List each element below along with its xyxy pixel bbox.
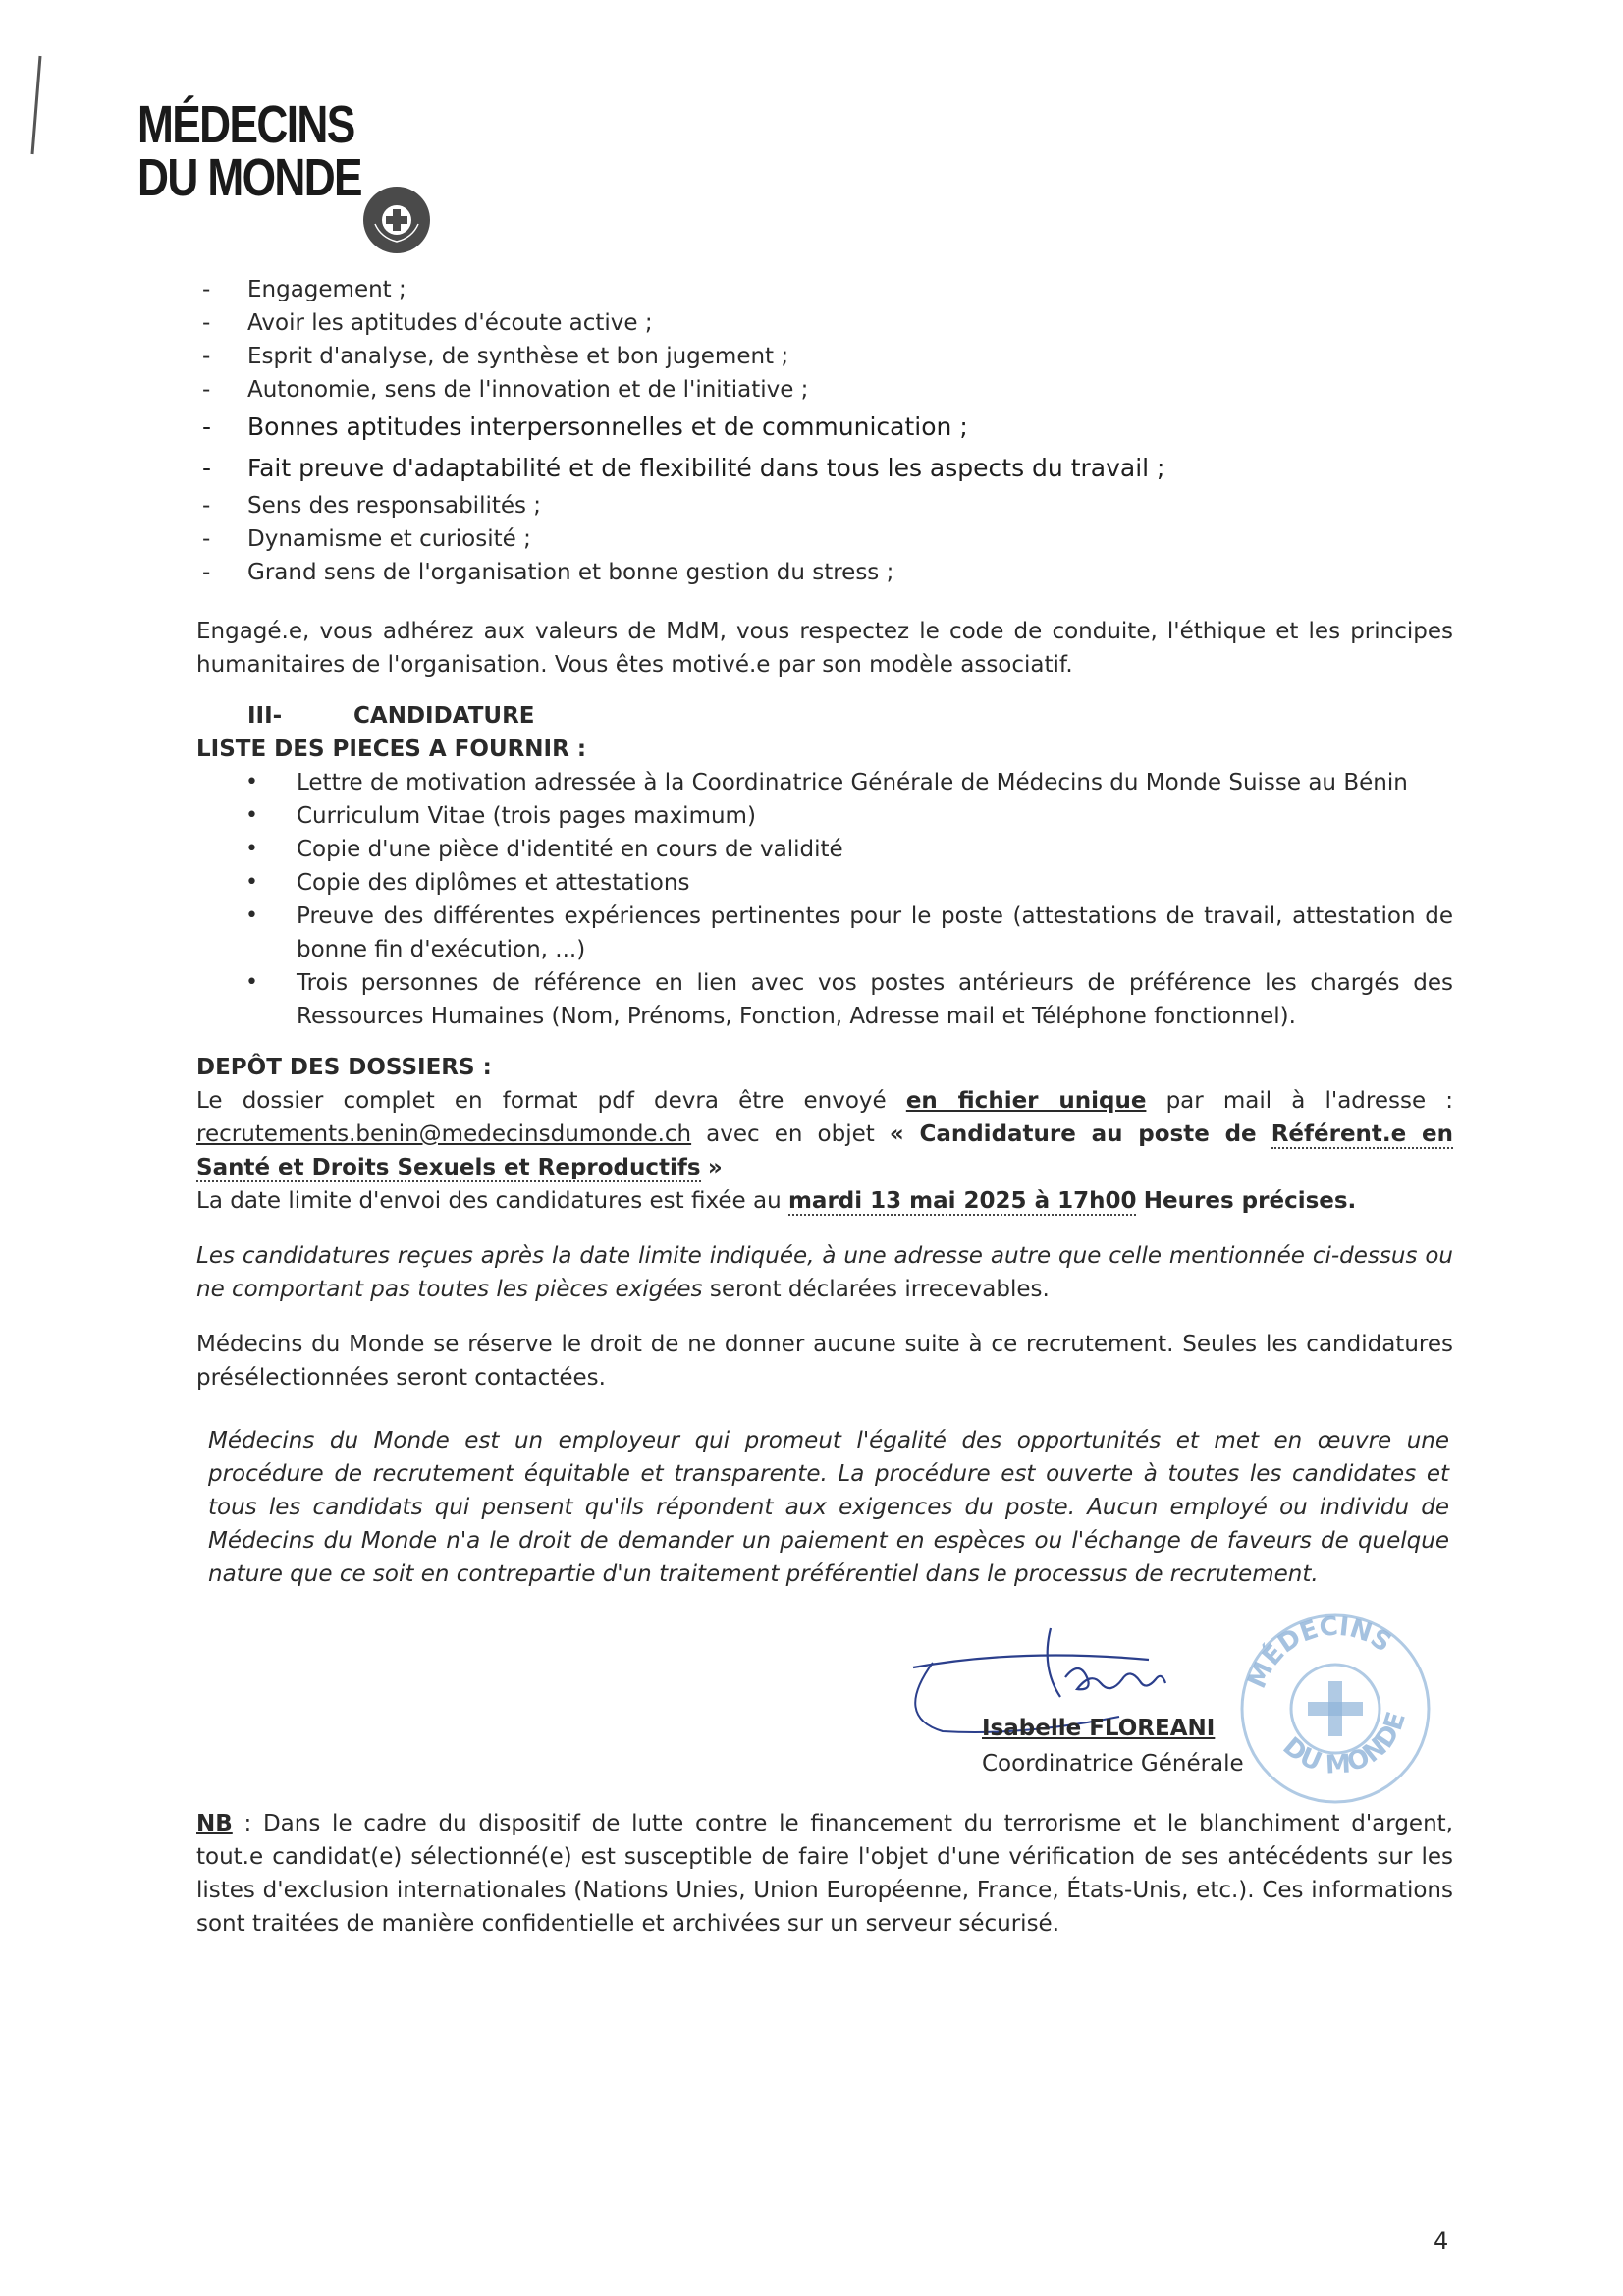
depot-heading: DEPÔT DES DOSSIERS : xyxy=(196,1055,492,1080)
list-item: - Dynamisme et curiosité ; xyxy=(196,522,1453,556)
values-paragraph: Engagé.e, vous adhérez aux valeurs de MdM, vous respectez le code de conduite, l'éthique et les principes humanitaires de l'organisation. Vous êtes motivé.e par son modèle associatif. xyxy=(196,619,1453,678)
email-link[interactable]: recrutements.benin@medecinsdumonde.ch xyxy=(196,1121,692,1147)
depot-paragraph xyxy=(196,1084,1453,1184)
nb-paragraph xyxy=(196,1807,1453,1941)
pieces-heading: LISTE DES PIECES A FOURNIR : xyxy=(196,737,587,762)
depot-text-object: avec en objet xyxy=(706,1121,875,1147)
logo-badge-icon xyxy=(361,185,432,255)
subject-suffix: » xyxy=(707,1155,723,1180)
signer-name: Isabelle FLOREANI xyxy=(982,1716,1216,1741)
svg-text:MÉDECINS xyxy=(1242,1613,1396,1693)
list-item: • Preuve des différentes expériences pertinentes pour le poste (attestations de travail, attestation de bonne fin d'exécution, ...) xyxy=(196,900,1453,966)
signature-block xyxy=(196,1601,1453,1797)
depot-emphasis: en fichier unique xyxy=(905,1088,1147,1114)
section-number: III- xyxy=(247,703,283,729)
depot-text-before: Le dossier complet en format pdf devra être envoyé xyxy=(196,1088,887,1114)
signer xyxy=(982,1711,1244,1781)
list-item: • Copie des diplômes et attestations xyxy=(196,866,1453,900)
list-item: - Grand sens de l'organisation et bonne gestion du stress ; xyxy=(196,556,1453,589)
late-notice xyxy=(196,1239,1453,1306)
list-item: • Lettre de motivation adressée à la Coordinatrice Générale de Médecins du Monde Suisse au Bénin xyxy=(196,766,1453,799)
section-heading xyxy=(196,699,1453,733)
reserve-paragraph: Médecins du Monde se réserve le droit de ne donner aucune suite à ce recrutement. Seules les candidatures présélectionnées seront contactées. xyxy=(196,1332,1453,1391)
svg-text:DU MONDE xyxy=(1277,1709,1412,1780)
pen-mark xyxy=(29,54,43,157)
list-item: - Autonomie, sens de l'innovation et de l'initiative ; xyxy=(196,373,1453,407)
list-item: • Curriculum Vitae (trois pages maximum) xyxy=(196,799,1453,833)
subject-role: Référent.e en Santé et Droits Sexuels et Reproductifs xyxy=(196,1121,1453,1180)
deadline-text-after: Heures précises. xyxy=(1143,1188,1357,1214)
deadline-paragraph xyxy=(196,1184,1453,1218)
list-item: • Copie d'une pièce d'identité en cours de validité xyxy=(196,833,1453,866)
stamp-text-top: MÉDECINS xyxy=(1242,1612,1397,1693)
list-item: - Sens des responsabilités ; xyxy=(196,489,1453,522)
list-item: - Avoir les aptitudes d'écoute active ; xyxy=(196,306,1453,340)
late-notice-end: seront déclarées irrecevables. xyxy=(709,1277,1050,1302)
section-title: CANDIDATURE xyxy=(353,703,535,729)
late-notice-italic: Les candidatures reçues après la date limite indiquée, à une adresse autre que celle mentionnée ci-dessus ou ne comportant pas toutes les pièces exigées xyxy=(196,1243,1453,1302)
subject-prefix: « Candidature au poste de xyxy=(889,1121,1257,1147)
list-item: - Engagement ; xyxy=(196,273,1453,306)
signer-role: Coordinatrice Générale xyxy=(982,1751,1244,1777)
depot-text-middle: par mail à l'adresse : xyxy=(1165,1088,1454,1114)
nb-text: : Dans le cadre du dispositif de lutte contre le financement du terrorisme et le blanchiment d'argent, tout.e candidat(e) sélectionné(e) est susceptible de faire l'objet d'une vérification de ses antécédents sur les listes d'exclusion internationales (Nations Unies, Union Européenne, France, États-Unis, etc.). Ces informations sont traitées de manière confidentielle et archivées sur un serveur sécurisé. xyxy=(196,1811,1453,1937)
deadline-text-before: La date limite d'envoi des candidatures est fixée au xyxy=(196,1188,782,1214)
list-item: - Fait preuve d'adaptabilité et de flexibilité dans tous les aspects du travail ; xyxy=(196,448,1453,489)
page-number: 4 xyxy=(1434,2227,1449,2255)
organization-stamp xyxy=(1222,1601,1448,1807)
qualities-list xyxy=(196,273,1453,589)
nb-label: NB xyxy=(196,1811,233,1836)
pieces-list xyxy=(196,766,1453,1033)
list-item: - Esprit d'analyse, de synthèse et bon jugement ; xyxy=(196,340,1453,373)
equal-opportunity-paragraph: Médecins du Monde est un employeur qui promeut l'égalité des opportunités et met en œuvre une procédure de recrutement équitable et transparente. La procédure est ouverte à toutes les candidates et tous les candidats qui pensent qu'ils répondent aux exigences du poste. Aucun employé ou individu de Médecins du Monde n'a le droit de demander un paiement en espèces ou l'échange de faveurs de quelque nature que ce soit en contrepartie d'un traitement préférentiel dans le processus de recrutement. xyxy=(208,1428,1449,1587)
list-item: - Bonnes aptitudes interpersonnelles et de communication ; xyxy=(196,407,1453,448)
logo-line-2: DU MONDE xyxy=(137,148,361,207)
deadline-date: mardi 13 mai 2025 à 17h00 xyxy=(787,1188,1137,1214)
document-body xyxy=(196,273,1453,1941)
mdm-logo xyxy=(137,95,410,207)
stamp-text-bottom: DU MONDE xyxy=(1276,1708,1412,1780)
list-item: • Trois personnes de référence en lien avec vos postes antérieurs de préférence les chargés des Ressources Humaines (Nom, Prénoms, Fonction, Adresse mail et Téléphone fonctionnel). xyxy=(196,966,1453,1033)
logo-line-1: MÉDECINS xyxy=(137,95,354,154)
